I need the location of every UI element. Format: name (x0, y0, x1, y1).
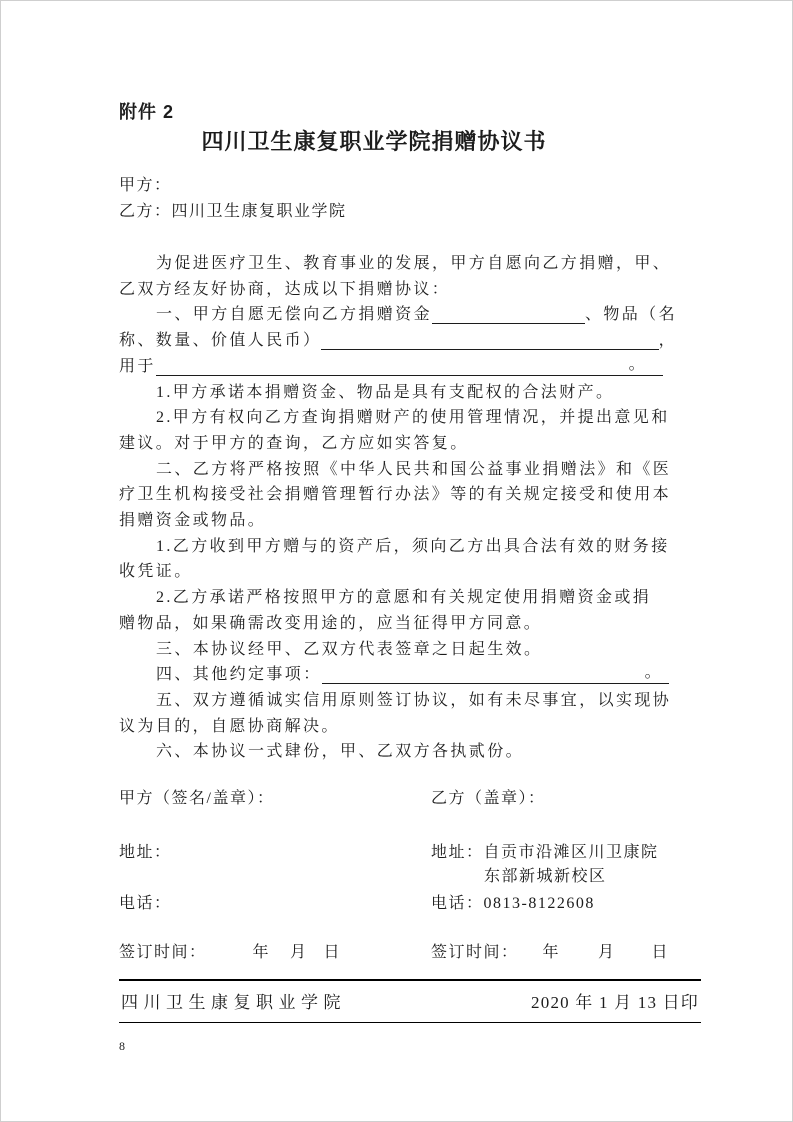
party-b-label: 乙方： (119, 203, 172, 220)
blank-purpose-field: 。 (156, 355, 663, 376)
day-label: 日 (651, 944, 670, 961)
phone-a-label: 电话： (119, 895, 172, 912)
party-b-row (119, 199, 677, 225)
body-line (119, 662, 677, 688)
body-line: 1.乙方收到甲方赠与的资产后，须向乙方出具合法有效的财务接 (156, 537, 670, 555)
body-line: 议为目的，自愿协商解决。 (119, 717, 340, 735)
party-b-name: 四川卫生康复职业学院 (171, 203, 347, 220)
year-label: 年 (542, 944, 561, 961)
footer-org: 四川卫生康复职业学院 (121, 993, 346, 1012)
month-label: 月 (290, 944, 308, 961)
body-line: 捐赠资金或物品。 (119, 512, 267, 530)
body-line: 2.乙方承诺严格按照甲方的意愿和有关规定使用捐赠资金或捐 (156, 589, 652, 607)
agreement-body (119, 251, 677, 765)
footer-row (119, 981, 701, 1022)
phone-a-row (119, 890, 172, 913)
blank-goods-field (321, 349, 658, 350)
body-line: 五、双方遵循诚实信用原则签订协议，如有未尽事宜，以实现协 (156, 691, 672, 709)
party-a-row (119, 173, 677, 199)
body-line: 1.甲方承诺本捐赠资金、物品是具有支配权的合法财产。 (156, 383, 615, 401)
day-label: 日 (323, 944, 342, 961)
body-line (119, 354, 677, 380)
party-a-sign-label: 甲方（签名/盖章）： (119, 790, 275, 807)
body-line (119, 328, 677, 354)
blank-other-items-field: 。 (322, 663, 669, 684)
address-a-row (119, 839, 172, 862)
party-a-label: 甲方： (119, 177, 172, 194)
sign-time-b-row (431, 939, 669, 962)
attachment-label: 附件 2 (119, 102, 175, 122)
body-line: 六、本协议一式肆份，甲、乙双方各执贰份。 (156, 743, 525, 761)
sign-time-a-label: 签订时间： (119, 944, 207, 961)
phone-b-row (431, 890, 595, 913)
parties-block (119, 173, 677, 225)
month-label: 月 (598, 944, 616, 961)
clause-1-suffix: 、物品（名 (584, 306, 677, 324)
phone-b-label: 电话： (431, 895, 484, 912)
document-title: 四川卫生康复职业学院捐赠协议书 (201, 129, 547, 154)
clause-1-goods-suffix: ， (658, 332, 677, 350)
body-line: 赠物品，如果确需改变用途的，应当征得甲方同意。 (119, 614, 543, 632)
address-b-value: 自贡市沿滩区川卫康院 (483, 844, 659, 861)
body-line (119, 302, 677, 328)
sign-time-b-label: 签订时间： (431, 944, 519, 961)
body-line: 为促进医疗卫生、教育事业的发展，甲方自愿向乙方捐赠，甲、 (156, 255, 672, 272)
phone-b-value: 0813-8122608 (483, 895, 595, 912)
clause-1-goods-prefix: 称、数量、价值人民币） (119, 332, 322, 350)
address-a-label: 地址： (119, 844, 172, 861)
signature-section (119, 785, 701, 975)
clause-4-prefix: 四、其他约定事项： (156, 666, 322, 684)
sign-time-a-row (119, 939, 341, 962)
clause-1-prefix: 一、甲方自愿无偿向乙方捐赠资金 (156, 306, 433, 324)
party-b-seal-label: 乙方（盖章）： (431, 790, 546, 807)
blank-amount-field (432, 323, 585, 324)
year-label: 年 (252, 944, 271, 961)
page-footer (119, 979, 701, 1023)
clause-1-purpose-prefix: 用于 (119, 357, 156, 375)
body-line: 乙双方经友好协商，达成以下捐赠协议： (119, 280, 451, 298)
body-line: 2.甲方有权向乙方查询捐赠财产的使用管理情况，并提出意见和 (156, 409, 670, 427)
address-b-row (431, 839, 659, 862)
address-b-value-line2: 东部新城新校区 (484, 868, 607, 885)
body-line: 二、乙方将严格按照《中华人民共和国公益事业捐赠法》和《医 (156, 460, 672, 478)
body-line: 疗卫生机构接受社会捐赠管理暂行办法》等的有关规定接受和使用本 (119, 486, 672, 504)
body-line: 建议。对于甲方的查询，乙方应如实答复。 (119, 434, 469, 452)
body-line: 三、本协议经甲、乙双方代表签章之日起生效。 (156, 640, 543, 658)
footer-print-date: 2020 年 1 月 13 日印 (531, 993, 699, 1012)
address-b-label: 地址： (431, 844, 484, 861)
page-number: 8 (119, 1039, 125, 1053)
body-line: 收凭证。 (119, 563, 193, 581)
